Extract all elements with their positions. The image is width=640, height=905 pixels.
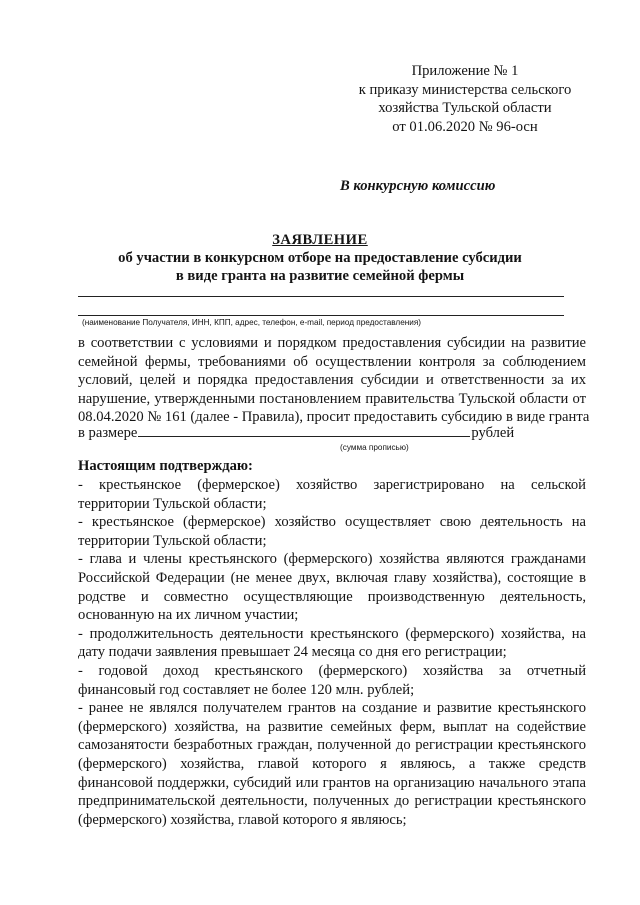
applicant-field-line[interactable] bbox=[78, 296, 564, 297]
document-title bbox=[0, 231, 640, 285]
body-line: 08.04.2020 № 161 (далее - Правила), просит предоставить субсидию в виде гранта bbox=[78, 409, 590, 425]
confirm-line: (фермерского) хозяйства, на развитие семейных ферм, выплат на содействие bbox=[78, 718, 586, 735]
appendix-date-line: от 01.06.2020 № 96-осн bbox=[392, 118, 538, 135]
appendix-ministry-line: хозяйства Тульской области bbox=[378, 100, 552, 116]
amount-row bbox=[78, 424, 586, 442]
body-paragraph bbox=[78, 334, 590, 427]
confirm-line: дату подачи заявления превышает 24 месяца со дня его регистрации; bbox=[78, 644, 507, 661]
confirm-line: территории Тульской области; bbox=[78, 532, 267, 549]
appendix-number: Приложение № 1 bbox=[411, 63, 519, 79]
title-subtitle-2: в виде гранта на развитие семейной фермы bbox=[175, 268, 465, 284]
confirm-line: родстве и совместно осуществляющие производственную деятельность, bbox=[78, 588, 586, 605]
amount-hint: (сумма прописью) bbox=[340, 443, 409, 452]
appendix-order-line: к приказу министерства сельского bbox=[358, 81, 572, 98]
applicant-field-hint: (наименование Получателя, ИНН, КПП, адрес, телефон, e-mail, период предоставления) bbox=[82, 318, 422, 327]
body-line: условий, целей и порядка предоставления субсидии и ответственности за их bbox=[78, 372, 586, 388]
confirm-list bbox=[78, 476, 586, 829]
body-line: в соответствии с условиями и порядком предоставления субсидии на развитие bbox=[78, 335, 586, 351]
confirm-line: - ранее не являлся получателем грантов на создание и развитие крестьянского bbox=[78, 700, 586, 717]
confirm-line: основанную на их личном участии; bbox=[78, 607, 299, 624]
amount-prefix: в размере bbox=[78, 425, 138, 441]
confirm-line: (фермерского) хозяйства, главой которого я являюсь; bbox=[78, 811, 407, 828]
title-subtitle-1: об участии в конкурсном отборе на предоставление субсидии bbox=[118, 250, 522, 266]
appendix-header bbox=[340, 62, 590, 136]
amount-field-line[interactable] bbox=[138, 424, 470, 437]
confirm-line: Российской Федерации (не менее двух, включая главу хозяйства), состоящие в bbox=[78, 569, 586, 586]
body-line: семейной фермы, требованиями об осуществлении контроля за соблюдением bbox=[78, 353, 586, 370]
body-line: нарушение, утвержденными постановлением правительства Тульской области от bbox=[78, 390, 586, 407]
applicant-field-line-2[interactable] bbox=[78, 315, 564, 316]
confirm-line: предпринимательской деятельности, полученных до регистрации крестьянского bbox=[78, 793, 586, 810]
confirm-line: - годовой доход крестьянского (фермерского) хозяйства за отчетный bbox=[78, 662, 586, 679]
confirm-line: финансовой поддержки, субсидий или грантов на организацию начального этапа bbox=[78, 774, 586, 791]
confirm-line: - продолжительность деятельности крестьянского (фермерского) хозяйства, на bbox=[78, 625, 586, 642]
confirm-line: - крестьянское (фермерское) хозяйство осуществляет свою деятельность на bbox=[78, 514, 586, 531]
amount-suffix: рублей bbox=[471, 425, 515, 441]
confirm-line: (фермерского) хозяйства, главой которого я являюсь, а также средств bbox=[78, 755, 586, 772]
confirm-heading: Настоящим подтверждаю: bbox=[78, 458, 253, 474]
title-main: ЗАЯВЛЕНИЕ bbox=[272, 232, 368, 248]
confirm-line: - глава и члены крестьянского (фермерского) хозяйства являются гражданами bbox=[78, 551, 586, 568]
confirm-line: - крестьянское (фермерское) хозяйство зарегистрировано на сельской bbox=[78, 477, 586, 493]
addressee: В конкурсную комиссию bbox=[340, 178, 496, 194]
confirm-line: финансовый год составляет не более 120 млн. рублей; bbox=[78, 681, 415, 698]
confirm-line: территории Тульской области; bbox=[78, 495, 267, 512]
confirm-line: самозанятости безработных граждан, полученной до регистрации крестьянского bbox=[78, 737, 586, 754]
